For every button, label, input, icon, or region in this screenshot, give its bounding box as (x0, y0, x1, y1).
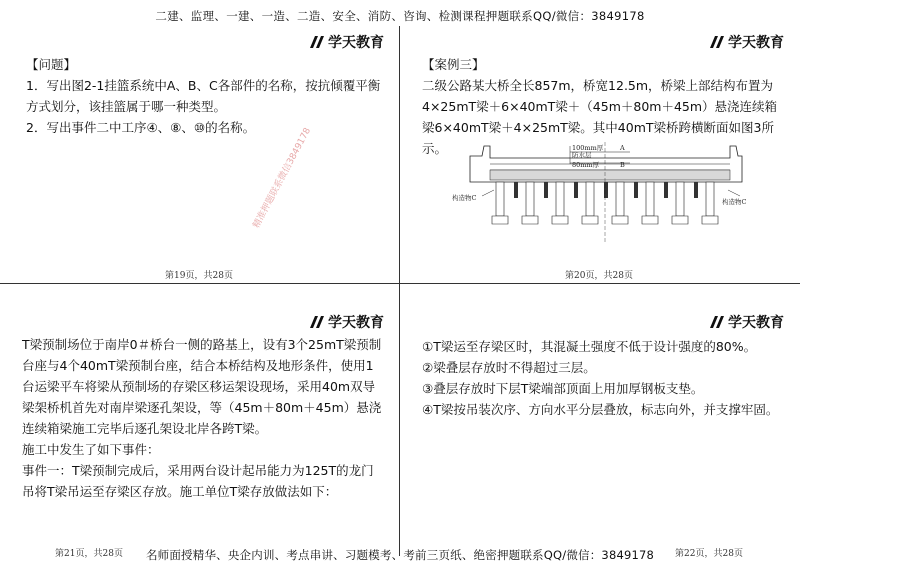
rule-3: ③叠层存放时下层T梁端部顶面上用加厚钢板支垫。 (422, 381, 704, 396)
t-beam-cross-section-figure (452, 142, 750, 246)
slash-mark-icon (709, 35, 725, 49)
structure-c-left: 构造物C (452, 194, 477, 202)
label-a: A (620, 144, 625, 152)
diagonal-watermark: 精准押题联系微信3849178 (251, 126, 314, 231)
brand-name: 学天教育 (728, 35, 784, 51)
rule-4: ④T梁按吊装次序、方向水平分层叠放，标志向外，并支撑牢固。 (422, 402, 779, 417)
slash-mark-icon (709, 315, 725, 329)
slash-mark-icon (309, 315, 325, 329)
question-1: 1．写出图2-1挂篮系统中A、B、C各部件的名称，按抗倾覆平衡方式划分，该挂篮属于哪一种类型。 (26, 78, 381, 114)
layer-label-waterproof: 防水层 (572, 151, 592, 159)
events-intro: 施工中发生了如下事件： (22, 442, 160, 457)
brand-logo (309, 312, 384, 332)
page-number: 第20页，共28页 (565, 271, 633, 281)
brand-logo (709, 312, 784, 332)
brand-name: 学天教育 (328, 35, 384, 51)
brand-logo (309, 32, 384, 52)
event-1: 事件一：T梁预制完成后，采用两台设计起吊能力为125T的龙门吊将T梁吊运至存梁区存放。施工单位T梁存放做法如下： (22, 463, 374, 499)
brand-logo (709, 32, 784, 52)
rule-1: ①T梁运至存梁区时，其混凝土强度不低于设计强度的80%。 (422, 339, 757, 354)
page-number: 第21页，共28页 (55, 549, 123, 559)
question-2: 2．写出事件二中工序④、⑧、⑩的名称。 (26, 120, 256, 135)
top-watermark-header: 二建、监理、一建、一造、二造、安全、消防、咨询、检测课程押题联系QQ/微信：3849178 (155, 9, 645, 23)
questions-block (26, 54, 384, 138)
page-21 (0, 284, 398, 559)
rule-2: ②梁叠层存放时不得超过三层。 (422, 360, 596, 375)
layer-label-80mm: 80mm厚 (572, 161, 600, 169)
page-number: 第19页，共28页 (165, 271, 233, 281)
brand-name: 学天教育 (728, 315, 784, 331)
page-22 (400, 284, 798, 559)
label-b: B (620, 161, 625, 169)
wet-joints (514, 182, 698, 198)
case-description: 二级公路某大桥全长857m，桥宽12.5m，桥梁上部结构布置为4×25mT梁＋6×40mT梁＋（45m＋80m＋45m）悬浇连续箱梁6×40mT梁＋4×25mT梁。其中40mT梁桥跨横断面如图3所示。 (422, 78, 778, 156)
page-20 (400, 26, 798, 282)
project-paragraph: T梁预制场位于南岸0＃桥台一侧的路基上，设有3个25mT梁预制台座与4个40mT梁预制台座，结合本桥结构及地形条件，使用1台运梁平车将梁从预制场的存梁区移运架设现场，采用40m双导梁架桥机首先对南岸梁逐孔架设，等（45m＋80m＋45m）悬浇连续箱梁施工完毕后逐孔架设北岸各跨T梁。 (22, 337, 382, 436)
brand-name: 学天教育 (328, 315, 384, 331)
storage-rules (422, 336, 784, 420)
page-19 (0, 26, 398, 282)
section-heading: 【问题】 (26, 57, 77, 72)
layer-label-100mm: 100mm厚 (572, 144, 604, 152)
slash-mark-icon (309, 35, 325, 49)
structure-c-right: 构造物C (722, 198, 747, 206)
page-number: 第22页，共28页 (675, 549, 743, 559)
section-heading: 【案例三】 (422, 57, 485, 72)
case-narrative (22, 334, 384, 502)
bottom-watermark-footer: 名师面授精华、央企内训、考点串讲、习题模考、考前三页纸、绝密押题联系QQ/微信：3849178 (145, 548, 655, 562)
